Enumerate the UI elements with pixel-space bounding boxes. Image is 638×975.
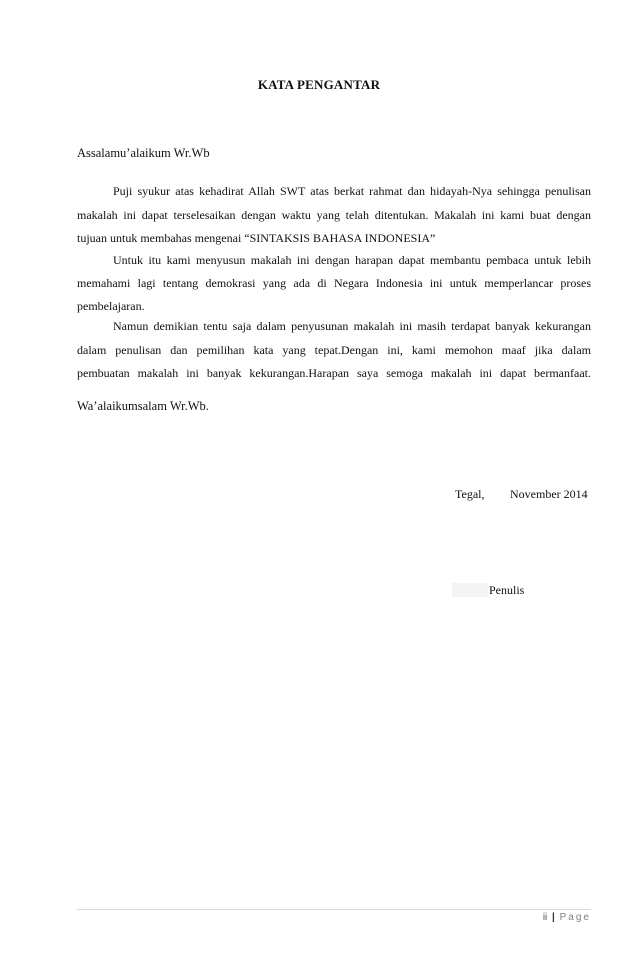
- paragraph-1-line-2: makalah ini dapat terselesaikan dengan waktu yang telah ditentukan. Makalah ini kami buat dengan: [77, 208, 591, 222]
- signature-date: November 2014: [510, 487, 588, 501]
- paragraph-2-line-1: Untuk itu kami menyusun makalah ini dengan harapan dapat membantu pembaca untuk lebih: [113, 253, 591, 267]
- page-label: Page: [559, 912, 591, 923]
- paragraph-2-line-3: pembelajaran.: [77, 299, 145, 313]
- document-title: KATA PENGANTAR: [257, 77, 381, 92]
- paragraph-3-line-3: pembuatan makalah ini banyak kekurangan.Harapan saya semoga makalah ini dapat bermanfaat.: [77, 366, 591, 380]
- footer-separator: |: [552, 912, 555, 923]
- paragraph-1-line-3: tujuan untuk membahas mengenai “SINTAKSIS BAHASA INDONESIA”: [77, 231, 436, 245]
- page-number: ii: [542, 912, 548, 923]
- paragraph-3-line-2: dalam penulisan dan pemilihan kata yang tepat.Dengan ini, kami memohon maaf jika dalam: [77, 343, 591, 357]
- page-footer: [543, 912, 591, 923]
- author-label: Penulis: [489, 583, 525, 597]
- paragraph-1-line-1: Puji syukur atas kehadirat Allah SWT atas berkat rahmat dan hidayah-Nya sehingga penulisan: [113, 184, 591, 198]
- footer-divider: [77, 909, 591, 910]
- signature-place: Tegal,: [455, 487, 485, 501]
- greeting: Assalamu’alaikum Wr.Wb: [77, 146, 210, 160]
- paragraph-3-line-1: Namun demikian tentu saja dalam penyusunan makalah ini masih terdapat banyak kekurangan: [113, 319, 591, 333]
- author-highlight: [452, 583, 488, 597]
- paragraph-2-line-2: memahami lagi tentang demokrasi yang ada di Negara Indonesia ini untuk memperlancar proses: [77, 276, 591, 290]
- closing-salutation: Wa’alaikumsalam Wr.Wb.: [77, 399, 209, 413]
